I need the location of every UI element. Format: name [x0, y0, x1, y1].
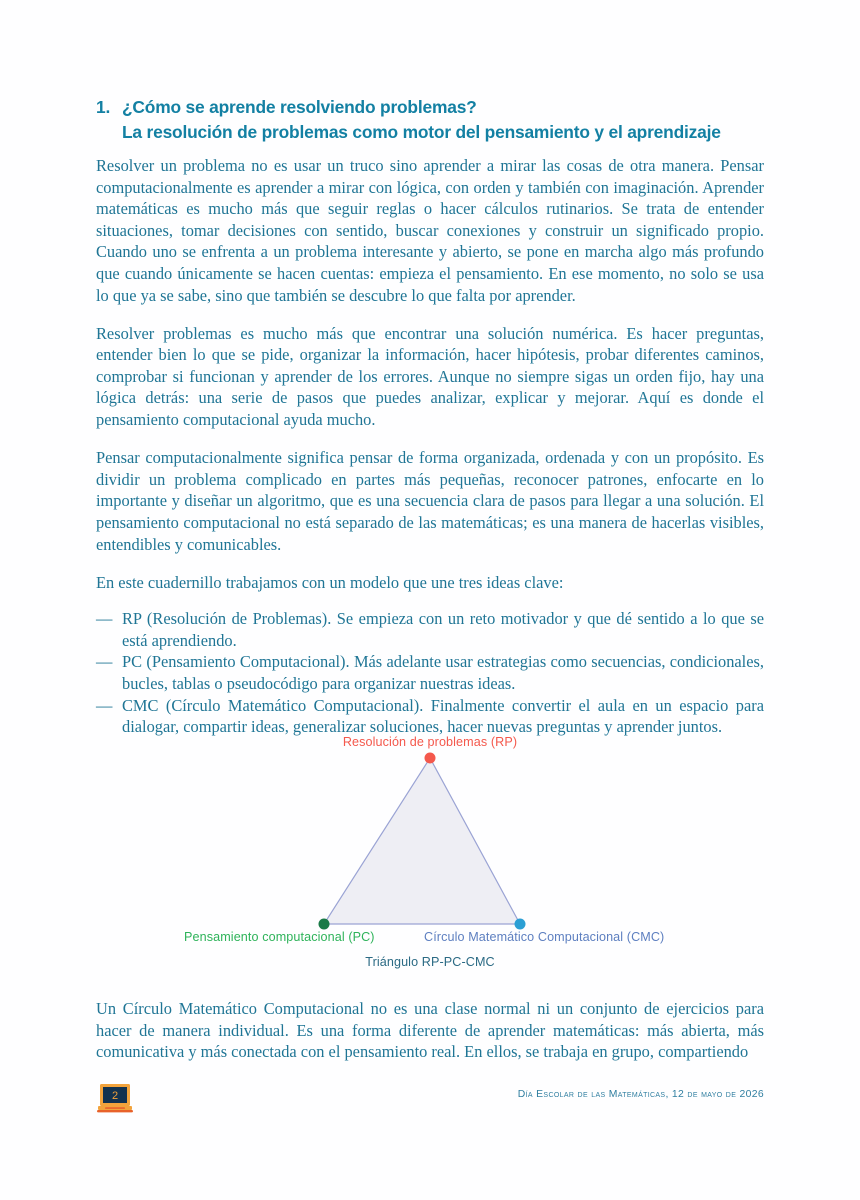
paragraph-3: Pensar computacionalmente significa pensar de forma organizada, ordenada y con un propósito. Es dividir un problema complicado en partes más pequeñas, reconocer patrones, enfocarte en lo importante y diseñar un algoritmo, que es una secuencia clara de pasos para llegar a una solución. El pensamiento computacional no está separado de las matemáticas; es una manera de hacerlas visibles, entendibles y comunicables. [96, 448, 764, 554]
heading-number: 1. [96, 97, 111, 117]
node-rp-dot [425, 753, 436, 764]
body-content [96, 155, 764, 738]
page-footer [96, 1082, 764, 1122]
triangle-shape [324, 758, 520, 924]
dash-marker: — [96, 695, 113, 715]
heading-subtitle: La resolución de problemas como motor del pensamiento y el aprendizaje [122, 121, 721, 142]
footer-page-number: 2 [111, 1090, 119, 1102]
dash-marker: — [96, 609, 113, 629]
node-label-cmc: Círculo Matemático Computacional (CMC) [424, 930, 665, 944]
footer-note: Día Escolar de las Matemáticas, 12 de mayo de 2026 [517, 1089, 764, 1100]
paragraph-4-intro: En este cuadernillo trabajamos con un modelo que une tres ideas clave: [96, 572, 564, 592]
heading-line-1 [96, 95, 764, 120]
laptop-icon [96, 1082, 134, 1116]
dash-marker: — [96, 652, 113, 672]
list-item-label: RP (Resolución de Problemas). Se empieza con un reto motivador y que dé sentido a lo que se está aprendiendo. [122, 609, 764, 650]
paragraph-2: Resolver problemas es mucho más que encontrar una solución numérica. Es hacer preguntas, entender bien lo que se pide, organizar la información, hacer hipótesis, probar diferentes caminos, comprobar si funcionan y aprender de los errores. Aunque no siempre sigas un orden fijo, hay una lógica detrás: una serie de pasos que puedes analizar, explicar y mejorar. Aquí es donde el pensamiento computacional ayuda mucho. [96, 323, 764, 430]
closing-block [96, 998, 764, 1079]
heading-line-2 [96, 120, 764, 145]
paragraph-1: Resolver un problema no es usar un truco sino aprender a mirar las cosas de otra manera. Pensar computacionalmente es aprender a mirar con lógica, con orden y también con imaginación. Aprender matemáticas es mucho más que seguir reglas o hacer cálculos rutinarios. Se trata de entender situaciones, tomar decisiones con sentido, buscar conexiones y construir un significado propio. Cuando uno se enfrenta a un problema interesante y abierto, se pone en marcha algo más profundo que cuando únicamente se hacen cuentas: empieza el pensamiento. En ese momento, no solo se usa lo que ya se sabe, sino que también se descubre lo que falta por aprender. [96, 156, 764, 305]
node-cmc-dot [515, 919, 526, 930]
list-item-pc [96, 651, 764, 694]
triangle-diagram-svg [96, 728, 764, 953]
closing-paragraph: Un Círculo Matemático Computacional no es una clase normal ni un conjunto de ejercicios para hacer de manera individual. Es una forma diferente de aprender matemáticas: más abierta, más comunicativa y más conectada con el pensamiento real. En ellos, se trabaja en grupo, compartiendo [96, 999, 764, 1062]
key-ideas-list [96, 608, 764, 738]
node-label-pc: Pensamiento computacional (PC) [184, 930, 375, 944]
list-item-rp [96, 608, 764, 651]
section-heading [96, 95, 764, 144]
list-item-label: PC (Pensamiento Computacional). Más adelante usar estrategias como secuencias, condicionales, bucles, tablas o pseudocódigo para organizar nuestras ideas. [122, 652, 764, 693]
node-pc-dot [319, 919, 330, 930]
figure-caption: Triángulo RP-PC-CMC [365, 955, 495, 969]
list-item-label: CMC (Círculo Matemático Computacional). Finalmente convertir el aula en un espacio para dialogar, compartir ideas, generalizar soluciones, hacer nuevas preguntas y aprender juntos. [122, 695, 764, 737]
node-label-rp: Resolución de problemas (RP) [342, 735, 518, 749]
heading-title: ¿Cómo se aprende resolviendo problemas? [122, 97, 477, 117]
triangle-diagram-figure [96, 728, 764, 983]
